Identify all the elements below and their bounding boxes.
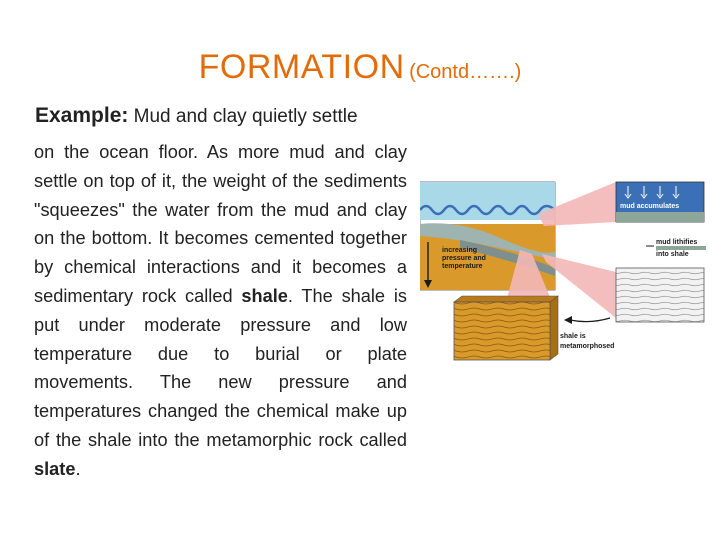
metamorphose-arrowhead [564,316,572,324]
example-label: Example: [35,104,129,127]
label-increasing-3: temperature [442,263,483,270]
paragraph-end: . [75,458,81,479]
label-mud-accumulates: mud accumulates [620,203,680,210]
paragraph-part1: on the ocean floor. As more mud and clay settle on top of it, the weight of the sediments "squeezes" the water from the mud and clay on the bottom. It becomes cemented together by chemical interactions and it becomes a sedimentary rock called [34,142,407,306]
inset-mud-accumulates [616,182,704,222]
lithify-layer [656,246,706,250]
example-first-line: Mud and clay quietly settle [128,106,358,127]
inset-shale [616,268,704,322]
title-suffix: (Contd…….) [409,61,522,83]
shale-formation-diagram [420,180,708,362]
label-meta-2: metamorphosed [560,343,615,350]
inset-slate [454,296,558,360]
label-increasing-2: pressure and [442,255,486,262]
label-lithifies-1: mud lithifies [656,239,698,246]
paragraph-part2: . The shale is put under moderate pressure and low temperature due to burial or plate movements. The new pressure and temperatures changed the chemical make up of the shale into the metamorphic rock called [34,285,407,450]
title-main: FORMATION [198,48,405,86]
body-paragraph [34,138,407,484]
keyword-shale: shale [241,285,288,306]
metamorphose-arrow [570,318,610,322]
label-increasing-1: increasing [442,247,478,254]
label-lithifies-2: into shale [656,251,689,258]
example-line [35,104,415,128]
label-meta-1: shale is [560,333,586,340]
slide-title [0,48,720,87]
keyword-slate: slate [34,458,76,479]
